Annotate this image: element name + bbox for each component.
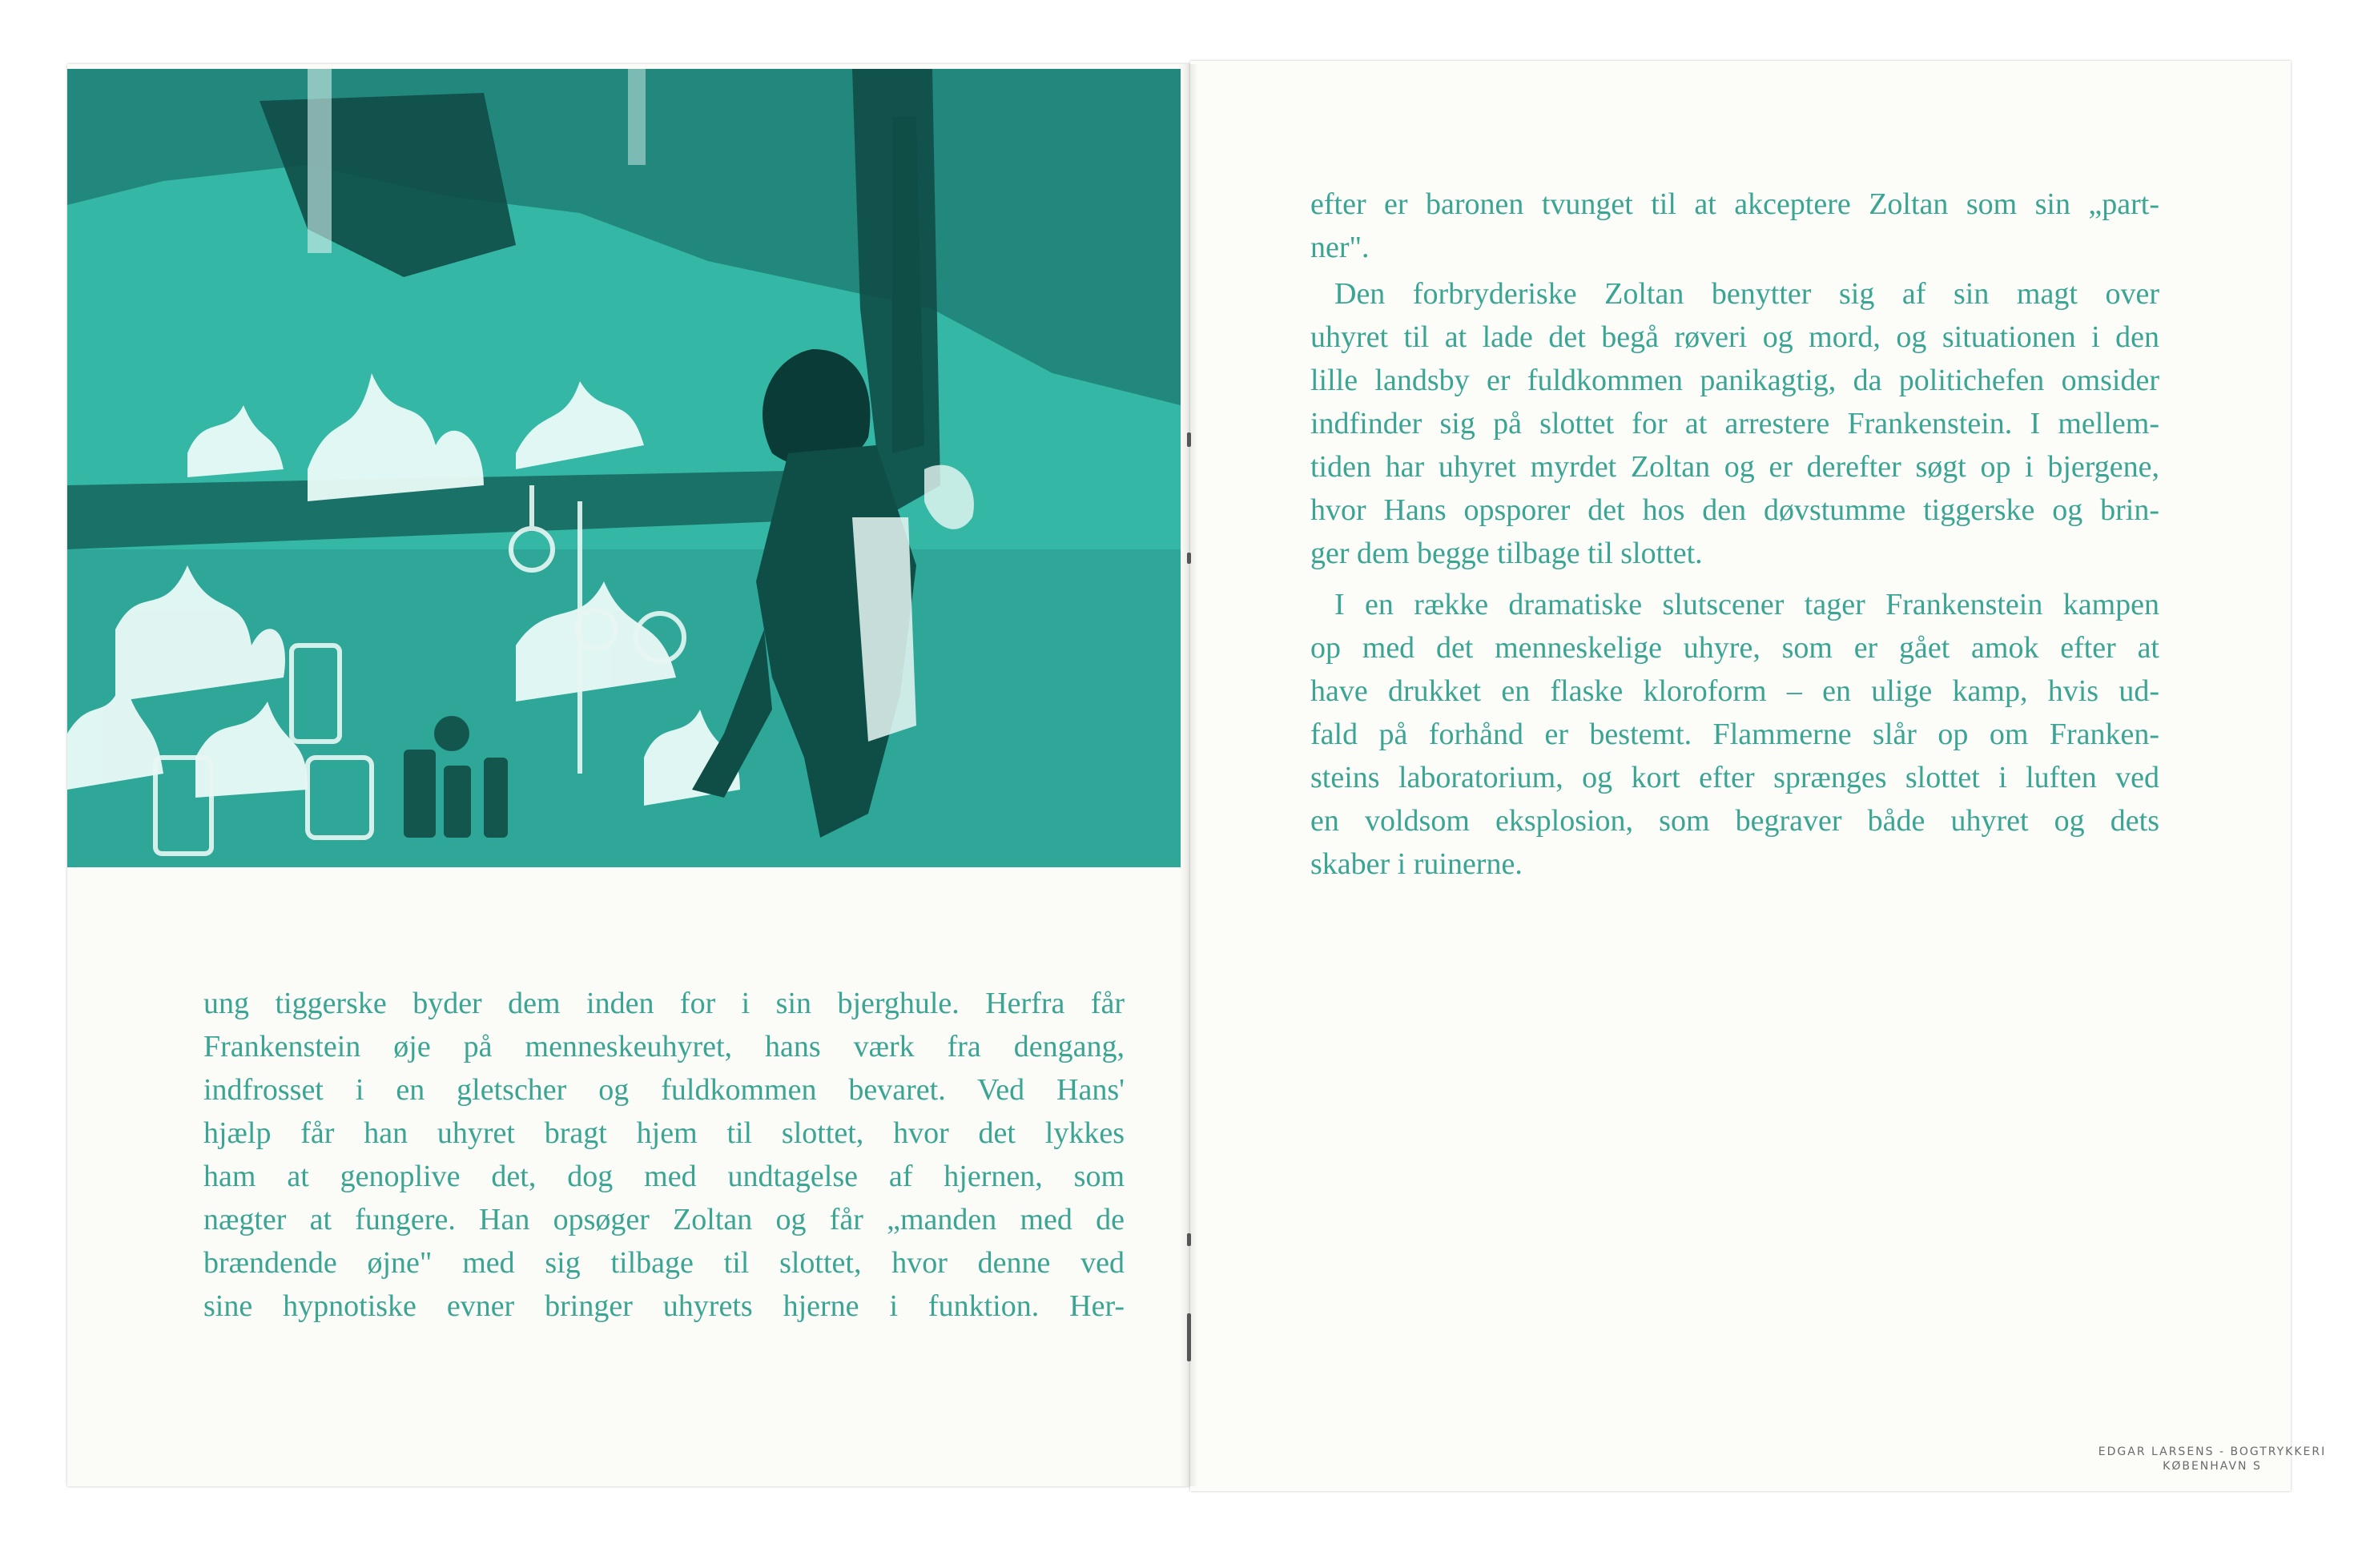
- right-page-paragraph-2: [1310, 272, 2159, 575]
- text-line: ham at genoplive det, dog med undtagelse af hjernen, som: [203, 1160, 1125, 1193]
- right-page-paragraph-3: [1310, 583, 2159, 886]
- text-line: sine hypnotiske evner bringer uhyrets hjerne i funktion. Her-: [203, 1289, 1125, 1323]
- text-line: tiden har uhyret myrdet Zoltan og er derefter søgt op i bjergene,: [1310, 450, 2159, 484]
- text-line: hjælp får han uhyret bragt hjem til slottet, hvor det lykkes: [203, 1116, 1125, 1150]
- text-line: op med det menneskelige uhyre, som er gået amok efter at: [1310, 631, 2159, 665]
- text-line: Frankenstein øje på menneskeuhyret, hans værk fra dengang,: [203, 1030, 1125, 1063]
- right-page-paragraph-1: [1310, 183, 2159, 269]
- printer-city: KØBENHAVN S: [2163, 1460, 2262, 1473]
- left-page-body-text: [203, 982, 1125, 1328]
- text-line: ner".: [1310, 231, 1370, 264]
- text-line: Den forbryderiske Zoltan benytter sig af sin magt over: [1334, 277, 2159, 311]
- left-page: [67, 64, 1190, 1486]
- text-line: lille landsby er fuldkommen panikagtig, da politichefen omsider: [1310, 364, 2159, 397]
- book-gutter: [1181, 64, 1198, 1486]
- film-still-illustration: [67, 69, 1181, 867]
- text-line: efter er baronen tvunget til at akceptere Zoltan som sin „part-: [1310, 187, 2159, 221]
- staple-mark: [1187, 553, 1191, 564]
- text-line: nægter at fungere. Han opsøger Zoltan og får „manden med de: [203, 1203, 1125, 1236]
- text-line: en voldsom eksplosion, som begraver både uhyret og dets: [1310, 804, 2159, 838]
- staple-mark: [1187, 432, 1191, 447]
- text-line: fald på forhånd er bestemt. Flammerne slår op om Franken-: [1310, 718, 2159, 751]
- text-line: uhyret til at lade det begå røveri og mord, og situationen i den: [1310, 320, 2159, 354]
- text-line: steins laboratorium, og kort efter sprænges slottet i luften ved: [1310, 761, 2159, 794]
- staple-mark: [1187, 1233, 1191, 1246]
- printer-imprint: [2060, 1445, 2358, 1474]
- text-line: ung tiggerske byder dem inden for i sin bjerghule. Herfra får: [203, 987, 1125, 1020]
- text-line: indfinder sig på slottet for at arrestere Frankenstein. I mellem-: [1310, 407, 2159, 440]
- text-line: skaber i ruinerne.: [1310, 847, 1523, 881]
- printer-name: EDGAR LARSENS - BOGTRYKKERI: [2098, 1445, 2327, 1458]
- text-line: hvor Hans opsporer det hos den døvstumme tiggerske og brin-: [1310, 493, 2159, 527]
- staple-mark: [1187, 1313, 1191, 1361]
- right-page: [1190, 61, 2327, 1491]
- text-line: I en række dramatiske slutscener tager Frankenstein kampen: [1334, 588, 2159, 621]
- text-line: indfrosset i en gletscher og fuldkommen bevaret. Ved Hans': [203, 1073, 1125, 1107]
- film-still-photo: [67, 69, 1181, 867]
- text-line: have drukket en flaske kloroform – en ulige kamp, hvis ud-: [1310, 674, 2159, 708]
- text-line: ger dem begge tilbage til slottet.: [1310, 537, 1703, 570]
- text-line: brændende øjne" med sig tilbage til slottet, hvor denne ved: [203, 1246, 1125, 1280]
